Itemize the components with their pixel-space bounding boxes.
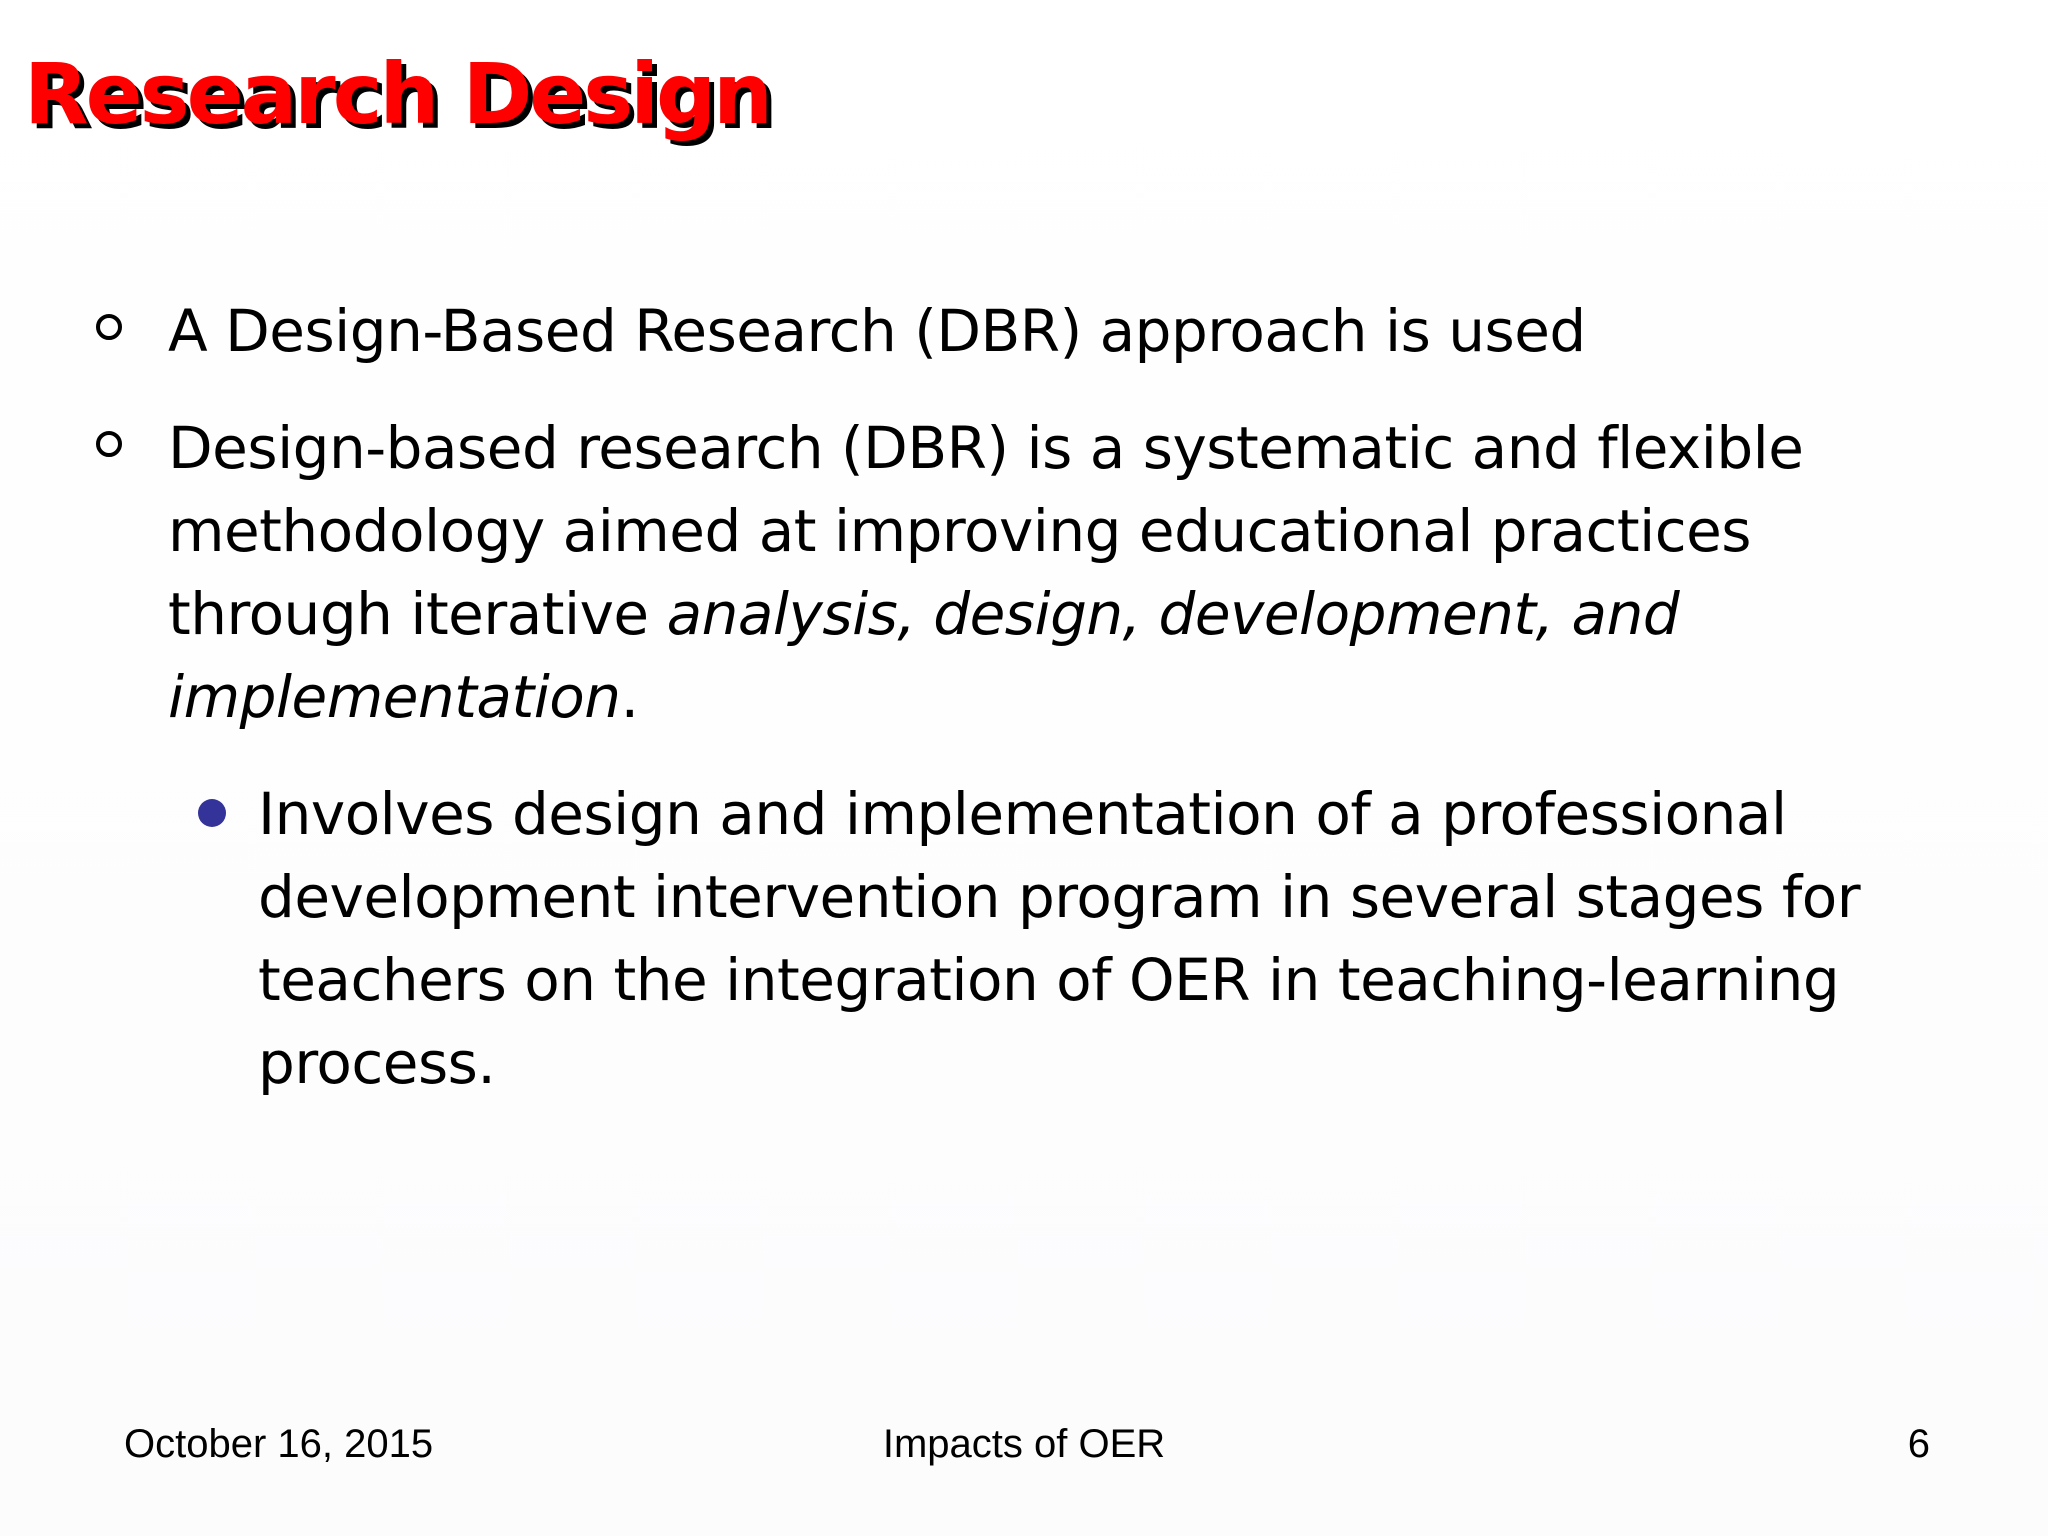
footer-page-number: 6 — [1907, 1422, 1930, 1466]
hollow-circle-bullet-icon — [96, 431, 122, 457]
footer-date: October 16, 2015 — [124, 1422, 434, 1466]
hollow-circle-bullet-icon — [96, 314, 122, 340]
bullet-text-italic: analysis, design, development, and implementation — [168, 580, 1680, 731]
sub-bullet-item — [258, 773, 1938, 1105]
filled-circle-bullet-icon — [198, 799, 226, 827]
slide-title: Research Design — [24, 45, 770, 143]
footer-title: Impacts of OER — [882, 1422, 1166, 1466]
bullet-text: A Design-Based Research (DBR) approach is used — [168, 297, 1586, 365]
sub-bullet-text: Involves design and implementation of a professional development intervention program in several stages for teachers on the integration of OER in teaching-learning process. — [258, 780, 1861, 1097]
bullet-text: Design-based research (DBR) is a systematic and flexible methodology aimed at improving educational practices through iterative — [168, 414, 1804, 648]
bullet-item — [168, 290, 1928, 373]
bullet-item — [168, 407, 1928, 739]
bullet-text-end: . — [620, 663, 639, 731]
slide-body — [0, 290, 2048, 1105]
